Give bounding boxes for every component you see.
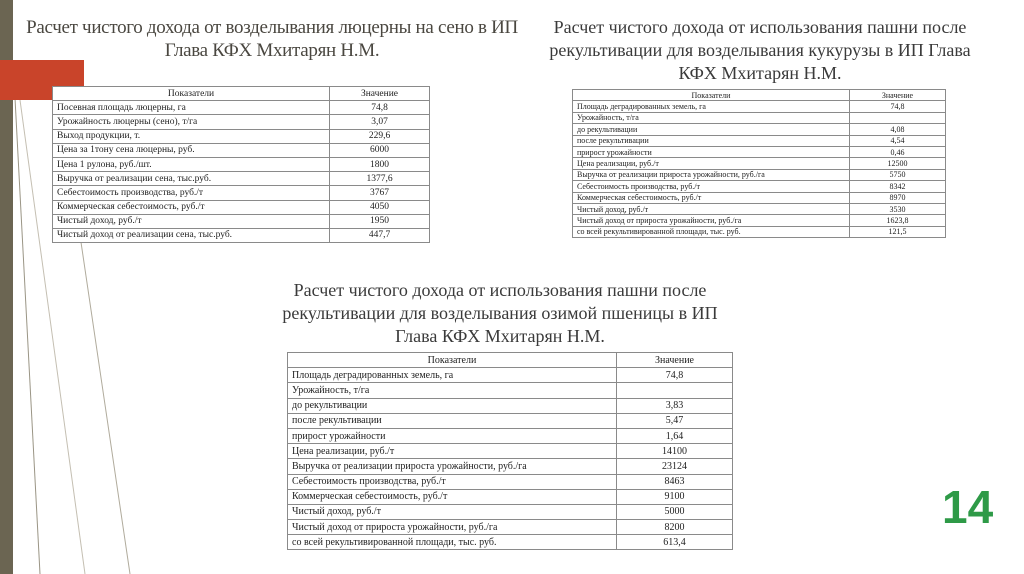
header-indicators: Показатели — [288, 353, 617, 368]
table-row — [53, 157, 430, 171]
value-cell: 6000 — [330, 143, 430, 157]
table-row — [573, 169, 946, 180]
value-cell: 14100 — [617, 444, 733, 459]
table-row — [53, 101, 430, 115]
indicator-cell: Чистый доход, руб./т — [288, 504, 617, 519]
indicator-cell: Себестоимость производства, руб./т — [288, 474, 617, 489]
table-row — [288, 368, 733, 383]
page-number: 14 — [942, 481, 994, 533]
indicator-cell: прирост урожайности — [573, 146, 850, 157]
table-row — [573, 146, 946, 157]
table-row — [53, 143, 430, 157]
title-corn: Расчет чистого дохода от использования пашни после рекультивации для возделывания кукурузы в ИП Глава КФХ Мхитарян Н.М. — [549, 17, 971, 83]
indicator-cell: Урожайность, т/га — [573, 112, 850, 123]
indicator-cell: Цена за 1тону сена люцерны, руб. — [53, 143, 330, 157]
indicator-cell: прирост урожайности — [288, 428, 617, 443]
value-cell: 1,64 — [617, 428, 733, 443]
table-row — [573, 203, 946, 214]
value-cell: 1950 — [330, 214, 430, 228]
title-wheat: Расчет чистого дохода от использования пашни после рекультивации для возделывания озимой пшеницы в ИП Глава КФХ Мхитарян Н.М. — [282, 280, 718, 346]
table-row — [573, 158, 946, 169]
indicator-cell: Площадь деградированных земель, га — [288, 368, 617, 383]
value-cell: 1623,8 — [850, 215, 946, 226]
value-cell: 0,46 — [850, 146, 946, 157]
table-row — [573, 101, 946, 112]
indicator-cell: Урожайность, т/га — [288, 383, 617, 398]
value-cell: 1800 — [330, 157, 430, 171]
value-cell: 74,8 — [617, 368, 733, 383]
table-row — [288, 459, 733, 474]
value-cell: 23124 — [617, 459, 733, 474]
table-header-row — [288, 353, 733, 368]
table-row — [288, 413, 733, 428]
table-row — [573, 192, 946, 203]
indicator-cell: Выручка от реализации сена, тыс.руб. — [53, 172, 330, 186]
indicator-cell: Чистый доход от прироста урожайности, руб./га — [573, 215, 850, 226]
value-cell: 9100 — [617, 489, 733, 504]
table-corn — [572, 89, 946, 238]
value-cell: 3767 — [330, 186, 430, 200]
table-row — [53, 115, 430, 129]
value-cell: 4050 — [330, 200, 430, 214]
table-row — [53, 214, 430, 228]
table-row — [53, 129, 430, 143]
value-cell: 121,5 — [850, 226, 946, 237]
value-cell: 5,47 — [617, 413, 733, 428]
value-cell: 8200 — [617, 520, 733, 535]
value-cell: 12500 — [850, 158, 946, 169]
table-row — [288, 428, 733, 443]
table-row — [573, 124, 946, 135]
indicator-cell: Коммерческая себестоимость, руб./т — [573, 192, 850, 203]
value-cell: 4,54 — [850, 135, 946, 146]
indicator-cell: Посевная площадь люцерны, га — [53, 101, 330, 115]
table-header-row — [573, 90, 946, 101]
indicator-cell: Чистый доход от прироста урожайности, руб./га — [288, 520, 617, 535]
indicator-cell: Чистый доход от реализации сена, тыс.руб. — [53, 228, 330, 242]
table-row — [573, 215, 946, 226]
value-cell: 3530 — [850, 203, 946, 214]
value-cell: 613,4 — [617, 535, 733, 550]
header-value: Значение — [330, 87, 430, 101]
value-cell: 8342 — [850, 181, 946, 192]
table-row — [288, 398, 733, 413]
indicator-cell: Себестоимость производства, руб./т — [53, 186, 330, 200]
value-cell: 74,8 — [330, 101, 430, 115]
table-row — [53, 172, 430, 186]
indicator-cell: до рекультивации — [573, 124, 850, 135]
table-alfalfa — [52, 86, 430, 243]
indicator-cell: Урожайность люцерны (сено), т/га — [53, 115, 330, 129]
table-row — [288, 383, 733, 398]
header-value: Значение — [617, 353, 733, 368]
table-row — [288, 444, 733, 459]
table-row — [573, 226, 946, 237]
indicator-cell: Коммерческая себестоимость, руб./т — [53, 200, 330, 214]
table-row — [573, 181, 946, 192]
value-cell: 447,7 — [330, 228, 430, 242]
value-cell: 3,07 — [330, 115, 430, 129]
indicator-cell: Цена реализации, руб./т — [573, 158, 850, 169]
table-row — [53, 228, 430, 242]
value-cell: 229,6 — [330, 129, 430, 143]
table-row — [53, 200, 430, 214]
title-alfalfa: Расчет чистого дохода от возделывания люцерны на сено в ИП Глава КФХ Мхитарян Н.М. — [26, 17, 518, 61]
table-row — [288, 504, 733, 519]
value-cell — [617, 383, 733, 398]
indicator-cell: Цена реализации, руб./т — [288, 444, 617, 459]
table-row — [53, 186, 430, 200]
table-wheat — [287, 352, 733, 550]
table-row — [573, 135, 946, 146]
indicator-cell: Коммерческая себестоимость, руб./т — [288, 489, 617, 504]
indicator-cell: со всей рекультивированной площади, тыс. руб. — [573, 226, 850, 237]
indicator-cell: Выручка от реализации прироста урожайности, руб./га — [288, 459, 617, 474]
value-cell: 8970 — [850, 192, 946, 203]
indicator-cell: Цена 1 рулона, руб./шт. — [53, 157, 330, 171]
indicator-cell: после рекультивации — [573, 135, 850, 146]
value-cell: 5000 — [617, 504, 733, 519]
indicator-cell: Чистый доход, руб./т — [53, 214, 330, 228]
table-row — [288, 535, 733, 550]
indicator-cell: со всей рекультивированной площади, тыс. руб. — [288, 535, 617, 550]
indicator-cell: до рекультивации — [288, 398, 617, 413]
header-indicators: Показатели — [53, 87, 330, 101]
value-cell: 74,8 — [850, 101, 946, 112]
table-row — [288, 489, 733, 504]
indicator-cell: Выручка от реализации прироста урожайности, руб./га — [573, 169, 850, 180]
table-row — [573, 112, 946, 123]
table-header-row — [53, 87, 430, 101]
header-value: Значение — [850, 90, 946, 101]
value-cell: 1377,6 — [330, 172, 430, 186]
table-row — [288, 520, 733, 535]
value-cell: 4,08 — [850, 124, 946, 135]
value-cell — [850, 112, 946, 123]
header-indicators: Показатели — [573, 90, 850, 101]
table-row — [288, 474, 733, 489]
indicator-cell: Выход продукции, т. — [53, 129, 330, 143]
indicator-cell: Себестоимость производства, руб./т — [573, 181, 850, 192]
indicator-cell: Площадь деградированных земель, га — [573, 101, 850, 112]
indicator-cell: после рекультивации — [288, 413, 617, 428]
indicator-cell: Чистый доход, руб./т — [573, 203, 850, 214]
value-cell: 5750 — [850, 169, 946, 180]
value-cell: 3,83 — [617, 398, 733, 413]
value-cell: 8463 — [617, 474, 733, 489]
